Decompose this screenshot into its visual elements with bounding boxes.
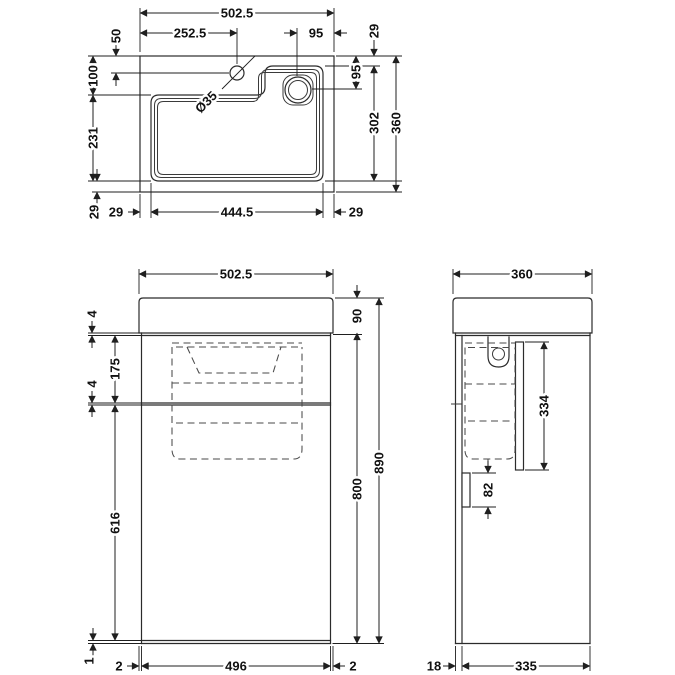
dim-top-gap: 4 — [84, 310, 100, 318]
dim-side-overall-depth: 360 — [511, 266, 533, 282]
dim-bracket-height: 82 — [480, 482, 496, 498]
dim-door-width: 496 — [225, 658, 247, 674]
basin-side — [453, 298, 592, 333]
dim-cabinet-height: 800 — [349, 478, 365, 500]
dim-bowl-width: 444.5 — [220, 204, 254, 220]
dim-bowl-depth-left: 231 — [85, 127, 101, 149]
dim-deck-depth: 29 — [366, 23, 382, 39]
dim-back-gap: 18 — [426, 658, 442, 674]
dim-tap-hole-diameter: Ø35 — [192, 88, 220, 116]
dim-plan-overall-depth: 360 — [388, 112, 404, 134]
dim-inner-depth: 302 — [366, 112, 382, 134]
dim-plinth-gap: 1 — [81, 657, 97, 665]
waste-pipe-bar — [516, 342, 524, 470]
dim-rim-left: 29 — [108, 204, 124, 220]
dim-right-gap: 2 — [349, 658, 357, 674]
dim-drawer-height: 175 — [107, 358, 123, 380]
dim-rim-right: 29 — [348, 204, 364, 220]
dim-tap-from-top: 50 — [108, 28, 124, 44]
dim-tap-from-left: 252.5 — [173, 25, 207, 41]
dim-door-height: 616 — [107, 512, 123, 534]
hidden-bowl-profile — [187, 347, 281, 373]
plan-view — [86, 6, 404, 220]
dim-front-overall-width: 502.5 — [219, 266, 253, 282]
basin-outline-plan — [140, 56, 334, 192]
dim-cabinet-depth: 335 — [515, 658, 537, 674]
dim-waste-pipe-height: 334 — [536, 395, 552, 417]
waste-trap — [488, 337, 509, 367]
dim-mid-gap: 4 — [84, 380, 100, 388]
side-elevation — [427, 267, 592, 674]
front-elevation — [82, 267, 387, 674]
dim-plan-overall-width: 502.5 — [220, 5, 254, 21]
dim-overall-height: 890 — [371, 452, 387, 474]
dim-left-gap: 2 — [115, 658, 123, 674]
dim-waste-from-top: 95 — [348, 64, 364, 80]
dim-waste-from-right: 95 — [308, 25, 324, 41]
dim-bowl-top-offset: 100 — [85, 65, 101, 87]
dim-rim-bottom: 29 — [86, 204, 102, 220]
dim-basin-height: 90 — [349, 308, 365, 324]
trap-outlet — [493, 348, 505, 360]
fixing-bracket — [462, 473, 470, 507]
basin-front — [139, 298, 333, 333]
